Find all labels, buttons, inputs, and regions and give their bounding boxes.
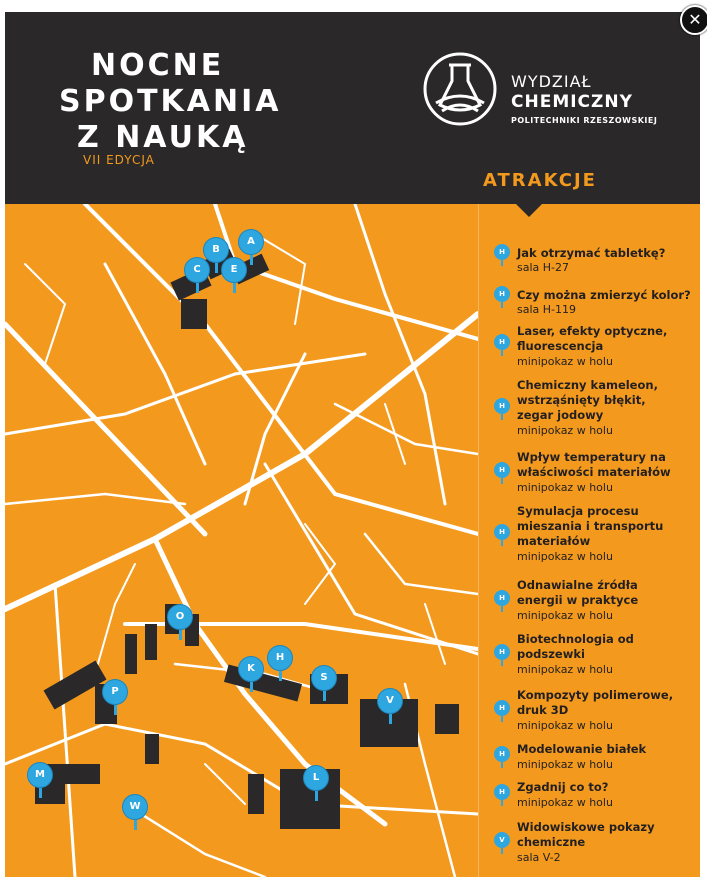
pin-label: H	[494, 784, 510, 800]
pin-label: H	[494, 590, 510, 606]
event-title-line-2: SPOTKANIA	[59, 84, 282, 119]
pin-stem	[501, 762, 503, 768]
marker-stem	[134, 820, 137, 830]
marker-stem	[179, 630, 182, 640]
attraction-location: minipokaz w holu	[517, 355, 613, 368]
location-pin-icon	[494, 784, 510, 806]
attraction-location: minipokaz w holu	[517, 663, 613, 676]
attraction-location: minipokaz w holu	[517, 758, 613, 771]
marker-label: O	[167, 604, 193, 630]
marker-label: A	[238, 229, 264, 255]
marker-label: L	[303, 765, 329, 791]
location-pin-icon	[494, 462, 510, 484]
organizer-line-3: POLITECHNIKI RZESZOWSKIEJ	[511, 116, 658, 125]
event-title-line-1: NOCNE	[91, 48, 225, 83]
marker-stem	[196, 283, 199, 293]
pin-stem	[501, 414, 503, 420]
attraction-location: minipokaz w holu	[517, 609, 613, 622]
attraction-location: minipokaz w holu	[517, 481, 613, 494]
map-panel	[5, 12, 700, 877]
marker-stem	[233, 283, 236, 293]
location-pin-icon	[494, 644, 510, 666]
attraction-title: Chemiczny kameleon, wstrząśnięty błękit, zegar jodowy	[517, 378, 658, 422]
marker-label: S	[311, 665, 337, 691]
marker-stem	[323, 691, 326, 701]
pin-label: H	[494, 398, 510, 414]
campus-map	[5, 204, 478, 877]
marker-label: P	[102, 679, 128, 705]
pin-label: H	[494, 746, 510, 762]
pin-stem	[501, 848, 503, 854]
pin-stem	[501, 350, 503, 356]
pin-stem	[501, 260, 503, 266]
attraction-title: Biotechnologia od podszewki	[517, 632, 634, 661]
attraction-location: sala H-27	[517, 261, 570, 274]
faculty-logo-icon	[422, 51, 498, 127]
marker-stem	[389, 714, 392, 724]
marker-label: C	[184, 257, 210, 283]
marker-stem	[250, 255, 253, 265]
marker-label: H	[267, 645, 293, 671]
close-button[interactable]: ✕	[680, 5, 707, 35]
map-marker-p[interactable]	[102, 679, 128, 713]
attraction-location: minipokaz w holu	[517, 550, 613, 563]
marker-label: B	[203, 237, 229, 263]
header-banner	[5, 12, 700, 204]
map-marker-v[interactable]	[377, 688, 403, 722]
attraction-title: Odnawialne źródła energii w praktyce	[517, 578, 639, 607]
marker-label: V	[377, 688, 403, 714]
pin-label: H	[494, 334, 510, 350]
organizer-line-2: CHEMICZNY	[511, 92, 633, 112]
map-marker-e[interactable]	[221, 257, 247, 291]
attractions-sidebar	[478, 204, 700, 877]
marker-stem	[215, 263, 218, 273]
attraction-title: Zgadnij co to?	[517, 780, 609, 794]
map-marker-w[interactable]	[122, 794, 148, 828]
attraction-title: Modelowanie białek	[517, 742, 647, 756]
map-marker-h[interactable]	[267, 645, 293, 679]
pin-stem	[501, 540, 503, 546]
attraction-location: sala V-2	[517, 851, 561, 864]
map-marker-k[interactable]	[238, 656, 264, 690]
map-marker-m[interactable]	[27, 762, 53, 796]
attraction-location: sala H-119	[517, 303, 577, 316]
location-pin-icon	[494, 524, 510, 546]
attraction-title: Symulacja procesu mieszania i transportu materiałów	[517, 504, 664, 548]
location-pin-icon	[494, 398, 510, 420]
attraction-title: Widowiskowe pokazy chemiczne	[517, 820, 655, 849]
attraction-title: Laser, efekty optyczne, fluorescencja	[517, 324, 668, 353]
marker-stem	[279, 671, 282, 681]
organizer-line-1: WYDZIAŁ	[511, 72, 592, 91]
pin-label: H	[494, 462, 510, 478]
location-pin-icon	[494, 590, 510, 612]
attraction-title: Czy można zmierzyć kolor?	[517, 288, 691, 302]
marker-label: M	[27, 762, 53, 788]
map-marker-l[interactable]	[303, 765, 329, 799]
pin-stem	[501, 660, 503, 666]
attraction-location: minipokaz w holu	[517, 424, 613, 437]
pin-label: H	[494, 524, 510, 540]
location-pin-icon	[494, 700, 510, 722]
pin-label: V	[494, 832, 510, 848]
pin-label: H	[494, 700, 510, 716]
marker-stem	[315, 791, 318, 801]
map-marker-s[interactable]	[311, 665, 337, 699]
marker-label: K	[238, 656, 264, 682]
attractions-heading: ATRAKCJE	[483, 170, 597, 191]
location-pin-icon	[494, 286, 510, 308]
marker-stem	[250, 682, 253, 692]
event-edition: VII EDYCJA	[83, 153, 155, 167]
marker-stem	[114, 705, 117, 715]
attraction-location: minipokaz w holu	[517, 796, 613, 809]
map-marker-o[interactable]	[167, 604, 193, 638]
pin-stem	[501, 716, 503, 722]
marker-stem	[39, 788, 42, 798]
event-title-line-3: Z NAUKĄ	[77, 120, 249, 155]
marker-label: W	[122, 794, 148, 820]
map-marker-c[interactable]	[184, 257, 210, 291]
pin-label: H	[494, 644, 510, 660]
pin-label: H	[494, 286, 510, 302]
pin-stem	[501, 302, 503, 308]
location-pin-icon	[494, 832, 510, 854]
location-pin-icon	[494, 746, 510, 768]
pin-stem	[501, 800, 503, 806]
marker-label: E	[221, 257, 247, 283]
location-pin-icon	[494, 244, 510, 266]
street-network	[5, 204, 478, 877]
attraction-location: minipokaz w holu	[517, 719, 613, 732]
pin-stem	[501, 478, 503, 484]
pin-stem	[501, 606, 503, 612]
location-pin-icon	[494, 334, 510, 356]
pin-label: H	[494, 244, 510, 260]
attraction-title: Kompozyty polimerowe, druk 3D	[517, 688, 674, 717]
attraction-title: Jak otrzymać tabletkę?	[517, 246, 666, 260]
attraction-title: Wpływ temperatury na właściwości materiałów	[517, 450, 671, 479]
